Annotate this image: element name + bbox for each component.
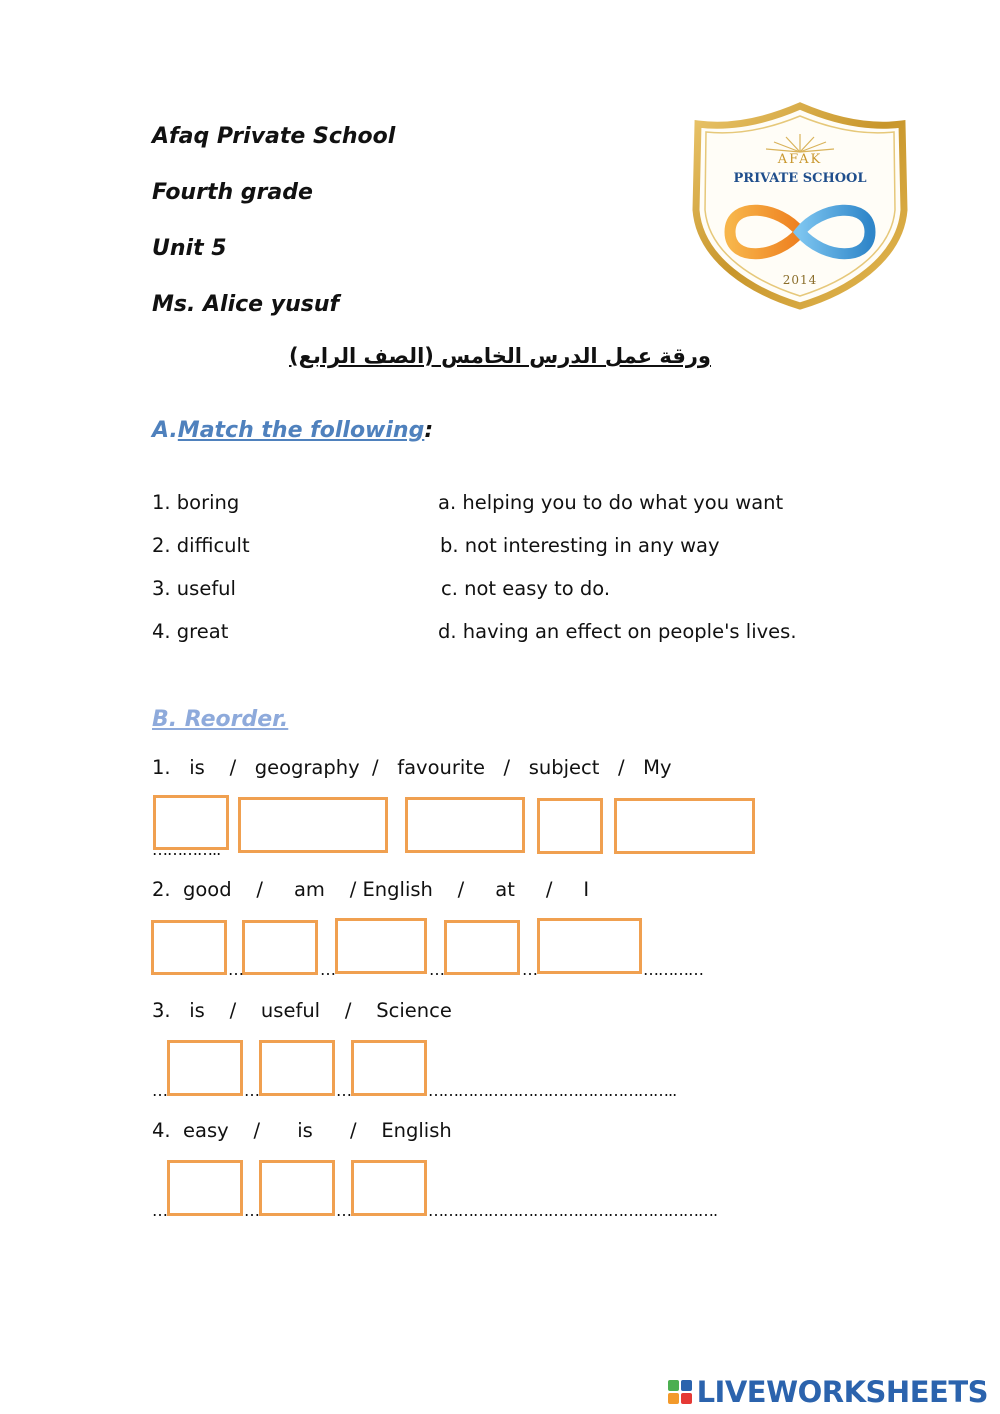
arabic-title: ورقة عمل الدرس الخامس (الصف الرابع) bbox=[289, 344, 711, 368]
answer-box-q3-1[interactable] bbox=[167, 1040, 243, 1096]
answer-box-q1-2[interactable] bbox=[238, 797, 388, 853]
match-right-item: d. having an effect on people's lives. bbox=[438, 620, 797, 643]
unit-label: Unit 5 bbox=[152, 236, 227, 261]
match-left-item: 3. useful bbox=[152, 577, 236, 600]
answer-box-q2-2[interactable] bbox=[242, 920, 318, 975]
liveworksheets-brand bbox=[667, 1374, 988, 1410]
dotted-line: …………………………………………………. bbox=[428, 1201, 718, 1220]
answer-box-q1-4[interactable] bbox=[537, 798, 603, 854]
answer-box-q2-1[interactable] bbox=[151, 920, 227, 975]
answer-box-q4-2[interactable] bbox=[259, 1160, 335, 1216]
dotted-line: … bbox=[152, 1201, 167, 1220]
section-a-letter: A. bbox=[152, 418, 178, 443]
answer-box-q1-5[interactable] bbox=[614, 798, 755, 854]
dotted-line: … bbox=[522, 960, 537, 979]
answer-box-q2-3[interactable] bbox=[335, 918, 427, 974]
answer-box-q4-1[interactable] bbox=[167, 1160, 243, 1216]
logo-line1: AFAK bbox=[777, 152, 823, 167]
school-name: Afaq Private School bbox=[152, 124, 396, 149]
answer-box-q2-5[interactable] bbox=[537, 918, 642, 974]
school-logo bbox=[668, 100, 932, 312]
dotted-line: … bbox=[336, 1081, 351, 1100]
reorder-question-1: 1. is / geography / favourite / subject / My bbox=[152, 756, 672, 779]
logo-year: 2014 bbox=[782, 273, 818, 287]
answer-box-q1-3[interactable] bbox=[405, 797, 525, 853]
match-right-item: a. helping you to do what you want bbox=[438, 491, 784, 514]
dotted-line: … bbox=[244, 1201, 259, 1220]
match-left-item: 4. great bbox=[152, 620, 229, 643]
reorder-question-2: 2. good / am / English / at / I bbox=[152, 878, 590, 901]
dotted-line: … bbox=[228, 960, 243, 979]
logo-line2: PRIVATE SCHOOL bbox=[733, 171, 867, 186]
section-a-heading bbox=[152, 418, 433, 443]
section-b-heading bbox=[152, 707, 288, 732]
section-a-colon: : bbox=[424, 418, 434, 443]
teacher-name: Ms. Alice yusuf bbox=[152, 292, 340, 317]
answer-box-q3-3[interactable] bbox=[351, 1040, 427, 1096]
dotted-line: … bbox=[244, 1081, 259, 1100]
grade-label: Fourth grade bbox=[152, 180, 313, 205]
reorder-question-3: 3. is / useful / Science bbox=[152, 999, 452, 1022]
section-a-title: Match the following bbox=[177, 418, 425, 443]
answer-box-q2-4[interactable] bbox=[444, 920, 520, 975]
match-left-item: 2. difficult bbox=[152, 534, 250, 557]
reorder-question-4: 4. easy / is / English bbox=[152, 1119, 452, 1142]
section-b-title: B. Reorder. bbox=[152, 707, 289, 732]
liveworksheets-logo-icon bbox=[667, 1379, 693, 1405]
dotted-line: … bbox=[320, 960, 335, 979]
dotted-line: … bbox=[336, 1201, 351, 1220]
answer-box-q4-3[interactable] bbox=[351, 1160, 427, 1216]
answer-box-q3-2[interactable] bbox=[259, 1040, 335, 1096]
dotted-line: … bbox=[152, 1081, 167, 1100]
match-left-item: 1. boring bbox=[152, 491, 240, 514]
match-right-item: b. not interesting in any way bbox=[440, 534, 720, 557]
match-right-item: c. not easy to do. bbox=[441, 577, 611, 600]
dotted-line: ………….. bbox=[152, 840, 221, 859]
dotted-line: ………………………………………….. bbox=[428, 1081, 677, 1100]
liveworksheets-wordmark: LIVEWORKSHEETS bbox=[696, 1375, 988, 1409]
dotted-line: ………… bbox=[643, 960, 703, 979]
dotted-line: … bbox=[429, 960, 444, 979]
